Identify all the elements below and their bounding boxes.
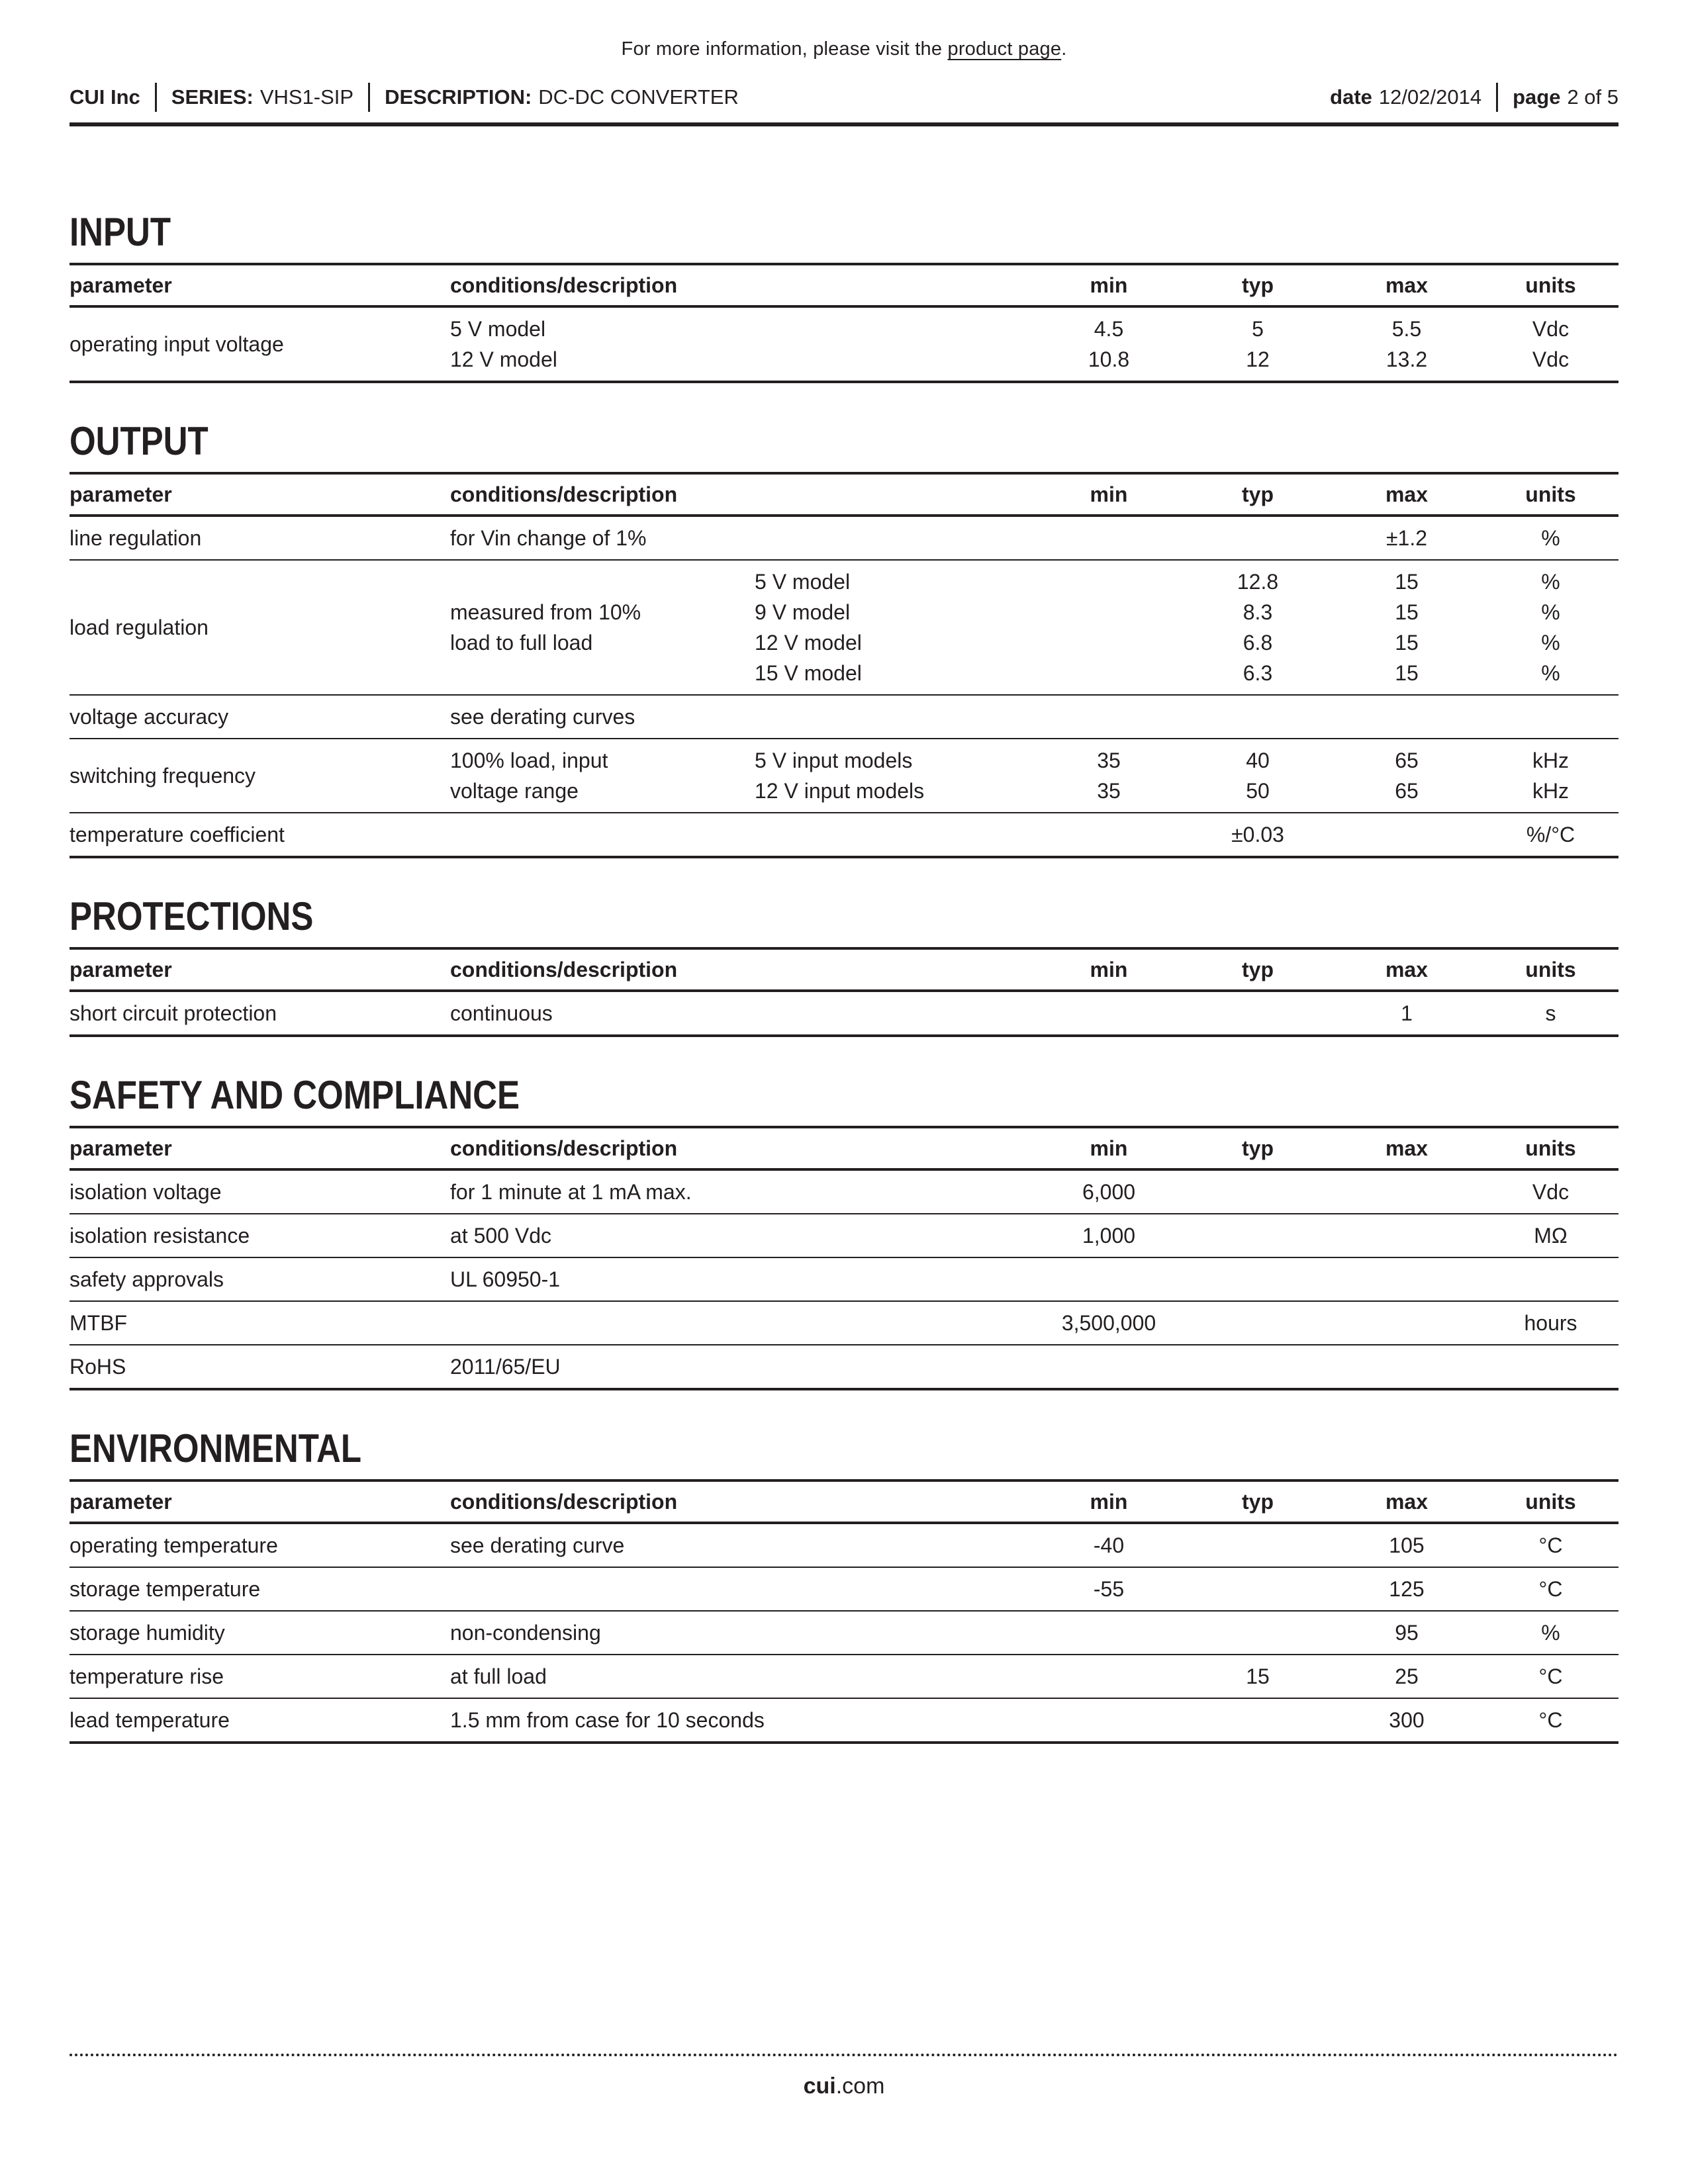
- typ-cell: [1185, 1361, 1331, 1373]
- parameter-cell: operating input voltage: [70, 332, 284, 356]
- description-label: DESCRIPTION:: [385, 85, 532, 109]
- table-row: [70, 1258, 1618, 1302]
- typ-cell: [1185, 1317, 1331, 1329]
- section-protections: [70, 894, 1618, 1037]
- typ-cell: [1185, 1627, 1331, 1639]
- max-cell: [1331, 1361, 1483, 1373]
- parameter-cell: MTBF: [70, 1311, 128, 1335]
- units-cell: s: [1545, 1001, 1556, 1025]
- max-cell: 25: [1395, 1664, 1419, 1688]
- min-cell: [1033, 1670, 1185, 1682]
- masthead-left: [70, 83, 739, 112]
- min-cell: [1033, 1273, 1185, 1285]
- col-units: units: [1525, 1490, 1576, 1514]
- col-conditions: conditions/description: [450, 1490, 678, 1514]
- table-row: [70, 1568, 1618, 1612]
- parameter-cell: storage humidity: [70, 1621, 225, 1645]
- col-min: min: [1090, 958, 1128, 981]
- col-min: min: [1090, 1136, 1128, 1160]
- table-header-row: [70, 1128, 1618, 1171]
- min-cell: [1033, 1361, 1185, 1373]
- max-cell: [1331, 711, 1483, 723]
- masthead: [70, 83, 1618, 112]
- table-row: [70, 1345, 1618, 1388]
- footer-site: [70, 2073, 1618, 2099]
- units-cell: kHz kHz: [1532, 749, 1570, 803]
- units-cell: [1483, 711, 1618, 723]
- table-row: [70, 1171, 1618, 1214]
- parameter-cell: voltage accuracy: [70, 705, 229, 729]
- conditions-cell: [450, 829, 1033, 841]
- col-units: units: [1525, 958, 1576, 981]
- conditions-cell: 1.5 mm from case for 10 seconds: [450, 1708, 765, 1732]
- section-title: INPUT: [70, 210, 171, 254]
- max-cell: 65 65: [1395, 749, 1419, 803]
- max-cell: 105: [1389, 1533, 1425, 1557]
- page-content: [70, 0, 1618, 1744]
- table-row: [70, 992, 1618, 1034]
- table-header-row: [70, 475, 1618, 517]
- section-title: ENVIRONMENTAL: [70, 1426, 362, 1471]
- table-header-row: [70, 265, 1618, 308]
- units-cell: MΩ: [1534, 1224, 1568, 1248]
- col-parameter: parameter: [70, 1136, 172, 1160]
- col-units: units: [1525, 1136, 1576, 1160]
- page-value: 2 of 5: [1567, 85, 1618, 109]
- conditions-cell: for Vin change of 1%: [450, 526, 647, 550]
- min-cell: [1033, 621, 1185, 633]
- units-cell: °C: [1538, 1533, 1563, 1557]
- col-units: units: [1525, 482, 1576, 506]
- table-row: [70, 1214, 1618, 1258]
- description-field: [385, 85, 739, 109]
- max-cell: [1331, 1230, 1483, 1242]
- spec-table-input: [70, 263, 1618, 383]
- date-value: 12/02/2014: [1378, 85, 1482, 109]
- units-cell: [1483, 1273, 1618, 1285]
- parameter-cell: safety approvals: [70, 1267, 224, 1291]
- col-min: min: [1090, 273, 1128, 297]
- col-typ: typ: [1242, 482, 1274, 506]
- units-cell: [1483, 1361, 1618, 1373]
- table-row: [70, 696, 1618, 739]
- min-cell: [1033, 711, 1185, 723]
- section-title: SAFETY AND COMPLIANCE: [70, 1073, 520, 1117]
- units-cell: °C: [1538, 1708, 1563, 1732]
- masthead-right: [1330, 83, 1618, 112]
- spec-table-protections: [70, 947, 1618, 1037]
- units-cell: °C: [1538, 1577, 1563, 1601]
- conditions-cell: see derating curve: [450, 1533, 625, 1557]
- typ-cell: [1185, 1273, 1331, 1285]
- col-max: max: [1385, 273, 1429, 297]
- min-cell: [1033, 1627, 1185, 1639]
- col-parameter: parameter: [70, 958, 172, 981]
- parameter-cell: lead temperature: [70, 1708, 230, 1732]
- parameter-cell: storage temperature: [70, 1577, 261, 1601]
- page-label: page: [1513, 85, 1561, 109]
- footer-dotted-rule: [70, 2054, 1618, 2056]
- table-row: [70, 561, 1618, 696]
- conditions-cell: measured from 10% load to full load: [450, 600, 641, 655]
- min-cell: 3,500,000: [1061, 1311, 1156, 1335]
- min-cell: [1033, 532, 1185, 544]
- footer-site-name: cui: [803, 2073, 836, 2099]
- table-row: [70, 1612, 1618, 1655]
- typ-cell: [1185, 532, 1331, 544]
- max-cell: [1331, 1186, 1483, 1198]
- min-cell: -40: [1093, 1533, 1125, 1557]
- units-cell: % % % %: [1541, 570, 1560, 685]
- min-cell: 4.5 10.8: [1088, 317, 1130, 371]
- units-cell: %: [1541, 526, 1560, 550]
- parameter-cell: line regulation: [70, 526, 202, 550]
- units-cell: hours: [1524, 1311, 1577, 1335]
- series-value: VHS1-SIP: [259, 85, 354, 109]
- col-typ: typ: [1242, 1490, 1274, 1514]
- max-cell: 95: [1395, 1621, 1419, 1645]
- typ-cell: [1185, 1539, 1331, 1551]
- min-cell: 1,000: [1082, 1224, 1136, 1248]
- typ-cell: 15: [1246, 1664, 1270, 1688]
- typ-cell: [1185, 1230, 1331, 1242]
- table-header-row: [70, 950, 1618, 992]
- col-conditions: conditions/description: [450, 273, 678, 297]
- series-field: [171, 85, 353, 109]
- max-cell: [1331, 1273, 1483, 1285]
- min-cell: -55: [1093, 1577, 1125, 1601]
- parameter-cell: switching frequency: [70, 764, 256, 788]
- parameter-cell: temperature rise: [70, 1664, 224, 1688]
- table-row: [70, 517, 1618, 561]
- min-cell: [1033, 829, 1185, 841]
- typ-cell: 12.8 8.3 6.8 6.3: [1237, 570, 1279, 685]
- spec-table-environmental: [70, 1479, 1618, 1744]
- col-typ: typ: [1242, 1136, 1274, 1160]
- masthead-divider: [1496, 83, 1498, 112]
- conditions-cell: non-condensing: [450, 1621, 601, 1645]
- typ-cell: 5 12: [1246, 317, 1270, 371]
- section-safety-compliance: [70, 1075, 1618, 1390]
- typ-cell: [1185, 1186, 1331, 1198]
- conditions-cell: at full load: [450, 1664, 547, 1688]
- section-environmental: [70, 1426, 1618, 1744]
- col-min: min: [1090, 482, 1128, 506]
- typ-cell: [1185, 1583, 1331, 1595]
- top-note: [70, 0, 1618, 60]
- parameter-cell: operating temperature: [70, 1533, 278, 1557]
- col-parameter: parameter: [70, 482, 172, 506]
- section-input: [70, 212, 1618, 383]
- parameter-cell: load regulation: [70, 615, 209, 639]
- max-cell: ±1.2: [1385, 526, 1428, 550]
- spec-table-output: [70, 472, 1618, 858]
- table-row: [70, 1655, 1618, 1699]
- col-max: max: [1385, 958, 1429, 981]
- typ-cell: [1185, 1007, 1331, 1019]
- conditions-cell: continuous: [450, 1001, 553, 1025]
- section-title: PROTECTIONS: [70, 894, 314, 938]
- conditions-cell: 5 V model 12 V model: [450, 317, 557, 371]
- parameter-cell: RoHS: [70, 1355, 126, 1379]
- masthead-rule: [70, 122, 1618, 126]
- min-cell: [1033, 1714, 1185, 1726]
- masthead-divider: [368, 83, 370, 112]
- col-parameter: parameter: [70, 1490, 172, 1514]
- conditions-cell: see derating curves: [450, 705, 635, 729]
- parameter-cell: isolation voltage: [70, 1180, 222, 1204]
- conditions-cell: for 1 minute at 1 mA max.: [450, 1180, 692, 1204]
- date-field: [1330, 85, 1481, 109]
- masthead-divider: [155, 83, 157, 112]
- company-name: [70, 85, 140, 109]
- max-cell: 300: [1389, 1708, 1425, 1732]
- sub-description-cell: 5 V model 9 V model 12 V model 15 V model: [755, 570, 862, 685]
- max-cell: 5.5 13.2: [1385, 317, 1428, 371]
- units-cell: %: [1541, 1621, 1560, 1645]
- typ-cell: [1185, 711, 1331, 723]
- col-conditions: conditions/description: [450, 1136, 678, 1160]
- description-value: DC-DC CONVERTER: [538, 85, 739, 109]
- table-row: [70, 739, 1618, 813]
- col-max: max: [1385, 1490, 1429, 1514]
- conditions-cell: 2011/65/EU: [450, 1355, 561, 1379]
- table-row: [70, 1524, 1618, 1568]
- min-cell: [1033, 1007, 1185, 1019]
- col-parameter: parameter: [70, 273, 172, 297]
- conditions-cell: UL 60950-1: [450, 1267, 561, 1291]
- conditions-cell: [450, 1583, 1033, 1595]
- typ-cell: ±0.03: [1231, 823, 1284, 846]
- top-note-period: .: [1061, 38, 1067, 60]
- units-cell: %/°C: [1526, 823, 1575, 846]
- parameter-cell: isolation resistance: [70, 1224, 250, 1248]
- max-cell: [1331, 829, 1483, 841]
- footer-site-tld: .com: [835, 2073, 885, 2099]
- conditions-cell: [450, 1317, 1033, 1329]
- top-note-text: For more information, please visit the: [621, 38, 948, 60]
- product-page-link[interactable]: product page: [947, 38, 1062, 60]
- date-label: date: [1330, 85, 1372, 109]
- spec-table-safety: [70, 1126, 1618, 1390]
- parameter-cell: short circuit protection: [70, 1001, 277, 1025]
- series-label: SERIES:: [171, 85, 254, 109]
- units-cell: °C: [1538, 1664, 1563, 1688]
- max-cell: 15 15 15 15: [1395, 570, 1419, 685]
- typ-cell: 40 50: [1246, 749, 1270, 803]
- units-cell: Vdc: [1532, 1180, 1570, 1204]
- col-min: min: [1090, 1490, 1128, 1514]
- table-row: [70, 1302, 1618, 1345]
- min-cell: 35 35: [1097, 749, 1121, 803]
- min-cell: 6,000: [1082, 1180, 1136, 1204]
- units-cell: Vdc Vdc: [1532, 317, 1570, 371]
- table-row: [70, 308, 1618, 381]
- col-conditions: conditions/description: [450, 482, 678, 506]
- typ-cell: [1185, 1714, 1331, 1726]
- col-typ: typ: [1242, 958, 1274, 981]
- company-label: CUI Inc: [70, 85, 140, 109]
- section-title: OUTPUT: [70, 419, 209, 463]
- col-typ: typ: [1242, 273, 1274, 297]
- conditions-cell: 100% load, input voltage range: [450, 749, 608, 803]
- col-units: units: [1525, 273, 1576, 297]
- conditions-cell: at 500 Vdc: [450, 1224, 551, 1248]
- max-cell: [1331, 1317, 1483, 1329]
- table-row: [70, 1699, 1618, 1741]
- col-max: max: [1385, 482, 1429, 506]
- page-footer: [70, 2054, 1618, 2099]
- max-cell: 125: [1389, 1577, 1425, 1601]
- sub-description-cell: 5 V input models 12 V input models: [755, 749, 925, 803]
- col-max: max: [1385, 1136, 1429, 1160]
- page-field: [1513, 85, 1618, 109]
- max-cell: 1: [1401, 1001, 1413, 1025]
- col-conditions: conditions/description: [450, 958, 678, 981]
- table-header-row: [70, 1482, 1618, 1524]
- table-row: [70, 813, 1618, 856]
- parameter-cell: temperature coefficient: [70, 823, 285, 846]
- section-output: [70, 419, 1618, 858]
